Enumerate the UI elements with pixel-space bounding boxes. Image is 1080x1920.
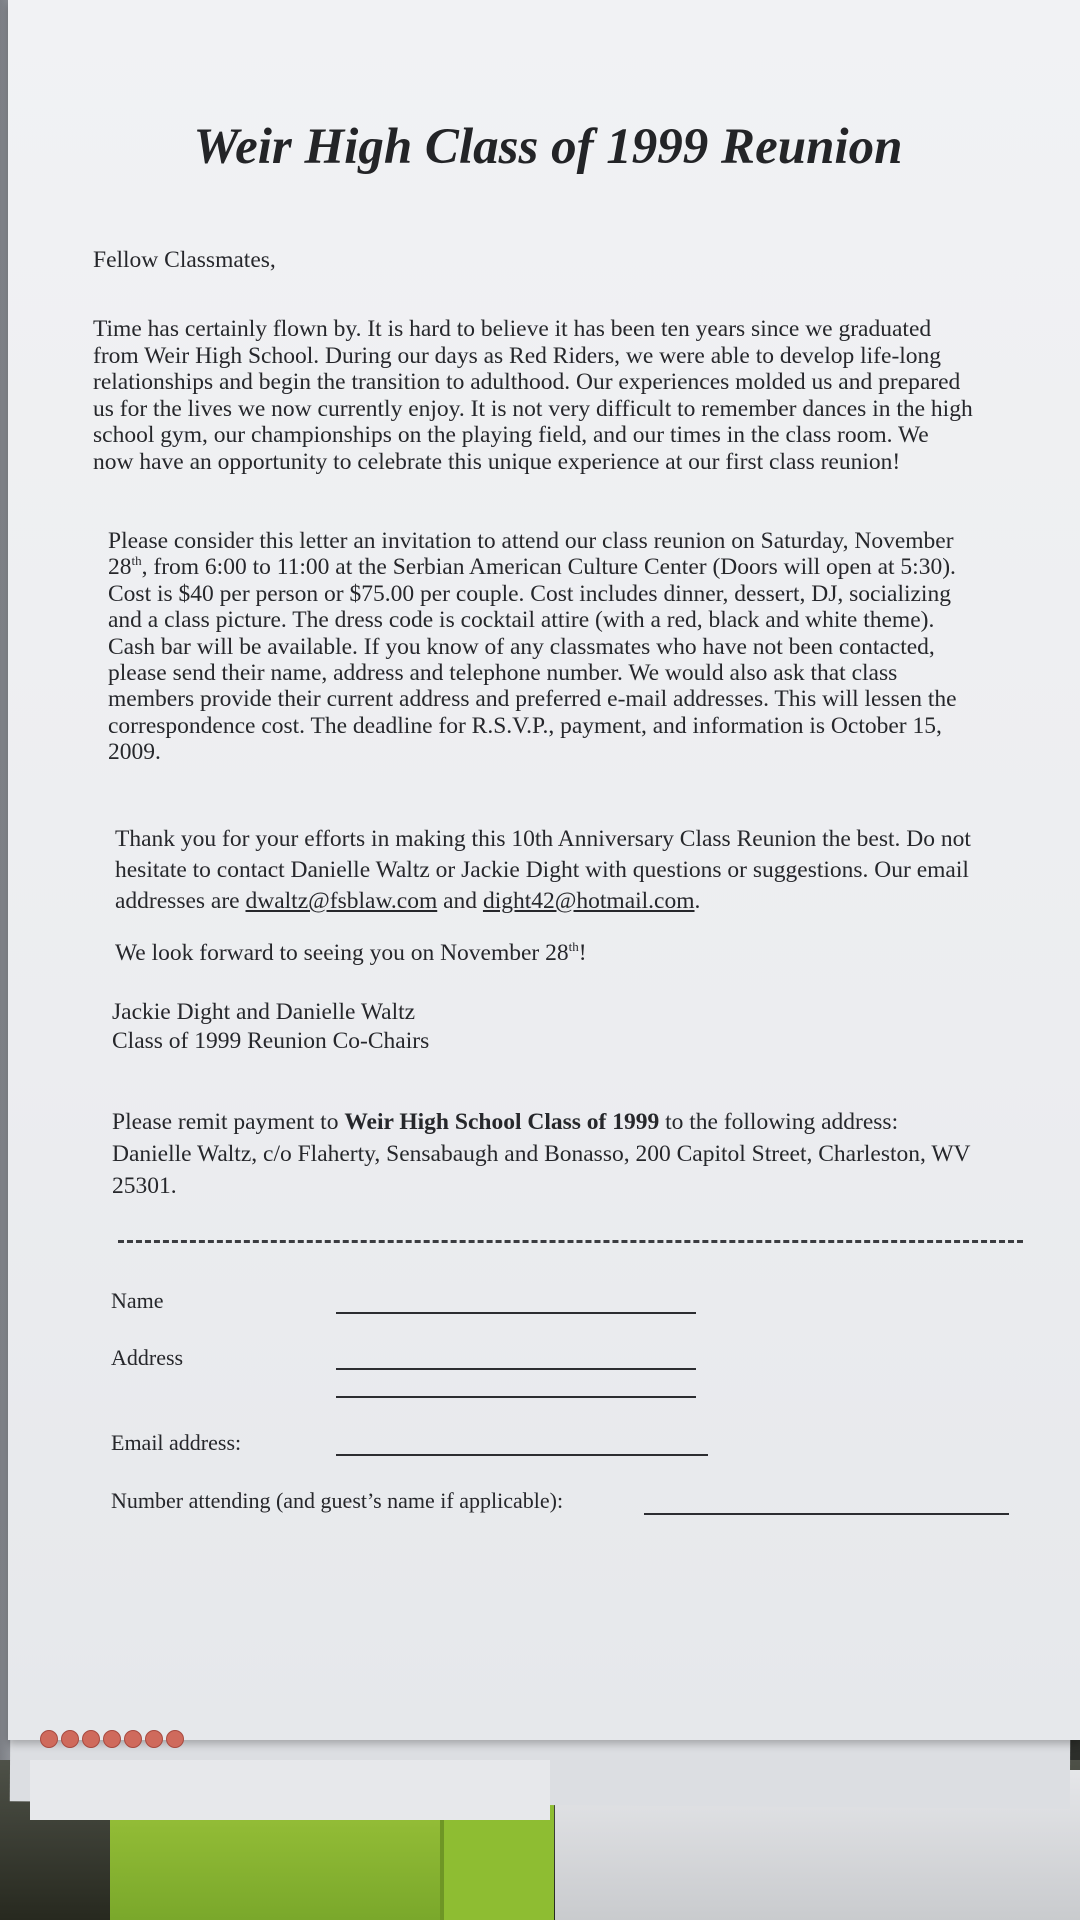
attending-field[interactable] [644, 1513, 1009, 1515]
paragraph-line [108, 554, 957, 580]
remit-address: Danielle Waltz, c/o Flaherty, Sensabaugh and Bonasso, 200 Capitol Street, Charleston, WV [112, 1141, 971, 1167]
name-field[interactable] [336, 1312, 696, 1314]
text: Please remit payment to [112, 1109, 345, 1135]
payee-name: Weir High School Class of 1999 [344, 1109, 660, 1135]
paragraph-line: members provide their current address and preferred e-mail addresses. This will lessen the [108, 686, 957, 713]
address-field-line-1[interactable] [336, 1368, 696, 1370]
paragraph-line: correspondence cost. The deadline for R.S.V.P., payment, and information is October 15, [108, 712, 942, 739]
email-label: Email address: [111, 1430, 242, 1455]
text: and [437, 888, 483, 914]
paragraph-line: us for the lives we now currently enjoy. It is not very difficult to remember dances in the high [93, 395, 973, 422]
remit-zip: 25301. [112, 1173, 177, 1199]
address-field-line-2[interactable] [336, 1396, 696, 1398]
signature-title: Class of 1999 Reunion Co-Chairs [112, 1028, 430, 1054]
page-title: Weir High Class of 1999 Reunion [193, 119, 903, 175]
email-field[interactable] [336, 1454, 708, 1456]
paragraph-line: Time has certainly flown by. It is hard to believe it has been ten years since we graduated [93, 316, 932, 342]
paragraph-line: please send their name, address and telephone number. We would also ask that class [108, 660, 898, 687]
closing-line [115, 940, 587, 966]
paragraph-line: Please consider this letter an invitation to attend our class reunion on Saturday, November [108, 528, 954, 554]
letter-page [8, 0, 1080, 1740]
text: We look forward to seeing you on November 28 [115, 940, 569, 966]
date-ordinal: th [131, 553, 142, 569]
paper-underneath-2 [30, 1760, 550, 1820]
date-details: , from 6:00 to 11:00 at the Serbian American Culture Center (Doors will open at 5:30). [141, 554, 956, 581]
tab-dot [145, 1730, 163, 1748]
tab-dot [103, 1730, 121, 1748]
signature-names: Jackie Dight and Danielle Waltz [112, 999, 416, 1025]
text: ! [578, 940, 587, 966]
paragraph-line: from Weir High School. During our days as Red Riders, we were able to develop life-long [93, 342, 942, 369]
paragraph-intro [93, 316, 973, 475]
paragraph-line: Cost is $40 per person or $75.00 per couple. Cost includes dinner, dessert, DJ, socializing [108, 580, 951, 607]
paragraph-line [112, 1106, 971, 1138]
attending-label: Number attending (and guest’s name if applicable): [111, 1488, 564, 1513]
paragraph-line: now have an opportunity to celebrate this unique experience at our first class reunion! [93, 448, 901, 475]
tab-dot [166, 1730, 184, 1748]
paragraph-invitation [108, 528, 957, 766]
paragraph-line: hesitate to contact Danielle Waltz or Jackie Dight with questions or suggestions. Our email [115, 857, 969, 883]
cut-line [118, 1240, 1023, 1243]
date-number: 28 [108, 554, 132, 581]
paragraph-line: relationships and begin the transition to adulthood. Our experiences molded us and prepared [93, 369, 961, 395]
paragraph-line: Thank you for your efforts in making this 10th Anniversary Class Reunion the best. Do not [115, 826, 971, 852]
greeting: Fellow Classmates, [93, 247, 276, 273]
paragraph-thanks [115, 824, 971, 917]
text: . [694, 888, 701, 914]
tab-dot [82, 1730, 100, 1748]
email-link-dight[interactable]: dight42@hotmail.com [482, 888, 695, 914]
index-tabs [40, 1730, 184, 1752]
signature [112, 998, 429, 1056]
tab-dot [61, 1730, 79, 1748]
paragraph-line: Cash bar will be available. If you know of any classmates who have not been contacted, [108, 633, 935, 660]
text: to the following address: [659, 1109, 899, 1135]
paragraph-line: school gym, our championships on the playing field, and our times in the class room. We [93, 422, 929, 448]
name-label: Name [111, 1288, 164, 1313]
email-link-dwaltz[interactable]: dwaltz@fsblaw.com [245, 888, 438, 914]
remit-instructions [112, 1106, 971, 1202]
address-label: Address [111, 1345, 184, 1370]
paragraph-line: and a class picture. The dress code is cocktail attire (with a red, black and white theme). [108, 607, 935, 634]
tab-dot [40, 1730, 58, 1748]
date-ordinal: th [568, 939, 579, 955]
paragraph-line [115, 886, 971, 917]
paragraph-line: 2009. [108, 739, 161, 766]
text: addresses are [115, 888, 246, 914]
tab-dot [124, 1730, 142, 1748]
